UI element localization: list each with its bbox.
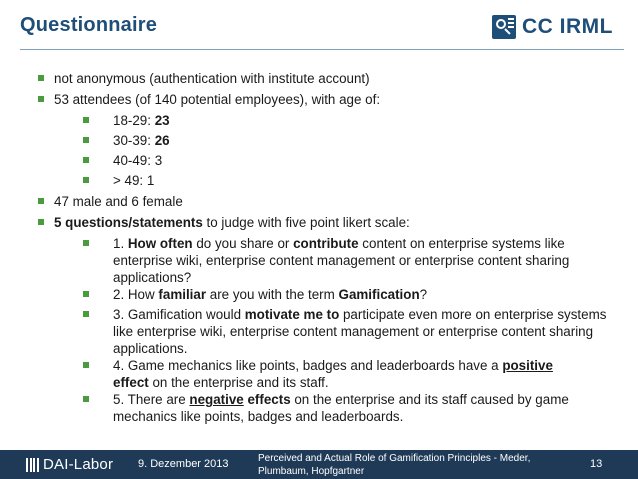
bullet-marker-icon [38, 219, 44, 225]
bullet-marker-icon [38, 96, 44, 102]
page-number: 13 [590, 458, 603, 470]
footer-bar [0, 450, 638, 479]
slide-title: Questionnaire [20, 14, 158, 36]
bullet-marker-icon [83, 177, 89, 183]
bullet-marker-icon [83, 362, 89, 368]
bullet-questions: 5 questions/statements to judge with five point likert scale: [54, 214, 614, 231]
footer-presentation-title: Perceived and Actual Role of Gamification Principles - Meder, Plumbaum, Hopfgartner [258, 453, 531, 477]
bullet-marker-icon [83, 157, 89, 163]
bullet-marker-icon [38, 198, 44, 204]
bullet-marker-icon [83, 291, 89, 297]
question-4: 4. Game mechanics like points, badges and leaderboards have a positive effect on the enterprise and its staff. [113, 357, 613, 391]
question-3: 3. Gamification would motivate me to participate even more on enterprise systems like enterprise wiki, enterprise content management or enterprise content sharing applications. [113, 306, 613, 357]
age-group-40-49: 40-49: 3 [113, 152, 613, 169]
bullet-gender: 47 male and 6 female [54, 193, 614, 210]
bullet-marker-icon [83, 137, 89, 143]
age-group-18-29: 18-29: 23 [113, 112, 613, 129]
question-5: 5. There are negative effects on the enterprise and its staff caused by game mechanics like points, badges and leaderboards. [113, 391, 613, 425]
age-group-over-49: > 49: 1 [113, 172, 613, 189]
search-document-icon [492, 15, 516, 39]
dai-labor-logo [26, 456, 113, 473]
logo-text: CC IRML [522, 15, 613, 38]
age-group-30-39: 30-39: 26 [113, 132, 613, 149]
header-divider [20, 49, 624, 50]
bullet-marker-icon [83, 117, 89, 123]
bullet-marker-icon [83, 240, 89, 246]
bullet-anonymity: not anonymous (authentication with institute account) [54, 70, 614, 87]
question-2: 2. How familiar are you with the term Gamification? [113, 286, 613, 303]
bullet-attendees: 53 attendees (of 140 potential employees), with age of: [54, 91, 614, 108]
footer-logo-text: DAI-Labor [43, 456, 114, 473]
bullet-marker-icon [83, 396, 89, 402]
footer-date: 9. Dezember 2013 [138, 458, 229, 470]
bullet-marker-icon [38, 75, 44, 81]
dai-labor-bars-icon [26, 458, 40, 472]
cc-irml-logo [492, 13, 613, 41]
question-1: 1. How often do you share or contribute content on enterprise systems like enterprise wiki, enterprise content management or enterprise content sharing applications? [113, 235, 613, 286]
bullet-marker-icon [83, 311, 89, 317]
